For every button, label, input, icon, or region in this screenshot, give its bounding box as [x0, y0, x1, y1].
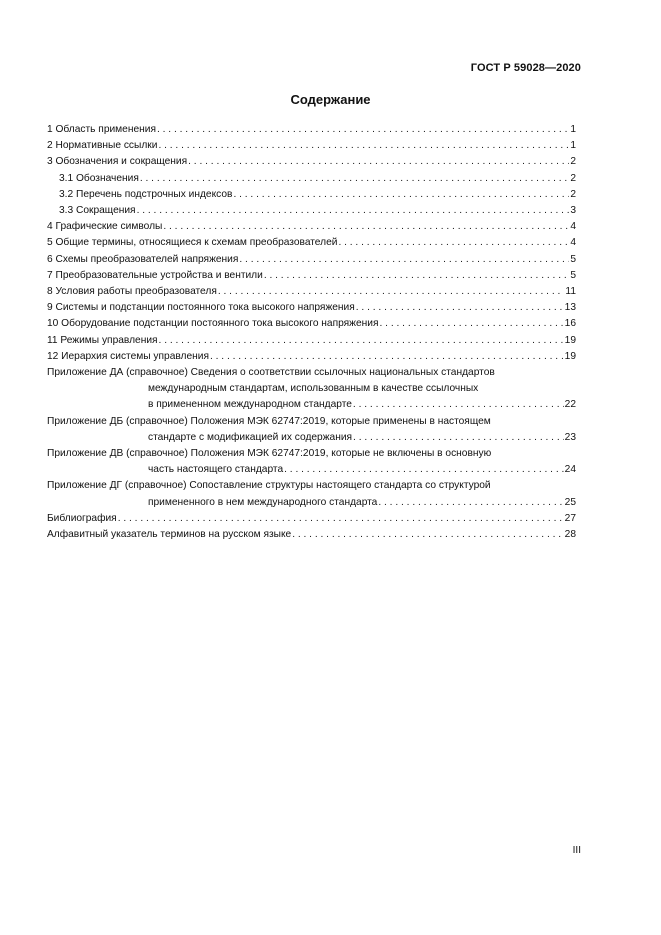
toc-entry-3-1[interactable]: [47, 171, 576, 187]
dot-leader: [353, 397, 564, 413]
toc-page-number: 2: [570, 172, 576, 184]
toc-entry-6[interactable]: [47, 252, 576, 268]
toc-annex-dg[interactable]: [47, 478, 576, 510]
toc-page-number: 2: [570, 156, 576, 168]
toc-alphabetical-index[interactable]: [47, 527, 576, 543]
dot-leader: [158, 138, 569, 154]
toc-entry-text: Алфавитный указатель терминов на русском языке: [47, 529, 292, 541]
toc-entry-3-3[interactable]: [47, 203, 576, 219]
toc-entry-3[interactable]: [47, 154, 576, 170]
toc-entry-text: 6 Схемы преобразователей напряжения: [47, 253, 239, 265]
annex-da-line-2: международным стандартам, использованным в качестве ссылочных: [148, 383, 479, 395]
toc-annex-db[interactable]: [47, 414, 576, 446]
toc-entry-text: 3.3 Сокращения: [59, 205, 136, 217]
dot-leader: [233, 187, 569, 203]
toc-entry-text: 11 Режимы управления: [47, 334, 158, 346]
annex-da-line-1: Приложение ДА (справочное) Сведения о соответствии ссылочных национальных стандартов: [47, 367, 495, 379]
toc-entry-8[interactable]: [47, 284, 576, 300]
dot-leader: [218, 284, 565, 300]
toc-entry-text: 3.1 Обозначения: [59, 172, 139, 184]
toc-annex-da[interactable]: [47, 365, 576, 414]
toc-entry-text: 3.2 Перечень подстрочных индексов: [59, 188, 233, 200]
toc-page-number: 11: [565, 286, 576, 298]
toc-page-number: 4: [570, 221, 576, 233]
dot-leader: [210, 349, 564, 365]
toc-entry-1[interactable]: [47, 122, 576, 138]
toc-page-number: 27: [564, 512, 576, 524]
toc-entry-5[interactable]: [47, 235, 576, 251]
dot-leader: [378, 495, 563, 511]
toc-entry-text: 12 Иерархия системы управления: [47, 350, 209, 362]
toc-entry-text: 10 Оборудование подстанции постоянного тока высокого напряжения: [47, 318, 379, 330]
dot-leader: [338, 235, 569, 251]
toc-page-number: 13: [564, 302, 576, 314]
toc-entry-text: Библиография: [47, 512, 117, 524]
toc-entry-7[interactable]: [47, 268, 576, 284]
toc-entry-text: 1 Область применения: [47, 124, 156, 135]
toc-page-number: 19: [564, 350, 576, 362]
toc-entry-12[interactable]: [47, 349, 576, 365]
toc-page-number: 25: [564, 496, 576, 508]
dot-leader: [239, 252, 569, 268]
toc-page-number: 5: [570, 253, 576, 265]
dot-leader: [264, 268, 570, 284]
table-of-contents: [47, 122, 576, 543]
toc-bibliography[interactable]: [47, 511, 576, 527]
toc-entry-10[interactable]: [47, 316, 576, 332]
toc-page-number: 2: [570, 188, 576, 200]
toc-page-number: 4: [570, 237, 576, 249]
annex-da-line-3: в примененном международном стандарте: [148, 399, 352, 411]
annex-dg-line-2: примененного в нем международного стандарта: [148, 496, 378, 508]
page-number: III: [572, 845, 581, 856]
toc-entry-11[interactable]: [47, 333, 576, 349]
toc-page-number: 5: [570, 269, 576, 281]
dot-leader: [159, 333, 564, 349]
toc-page-number: 1: [570, 140, 576, 152]
dot-leader: [353, 430, 564, 446]
toc-page-number: 24: [564, 464, 576, 476]
toc-page-number: 23: [564, 431, 576, 443]
annex-dv-line-2: часть настоящего стандарта: [148, 464, 284, 476]
annex-db-line-1: Приложение ДБ (справочное) Положения МЭК 62747:2019, которые применены в настоящем: [47, 415, 491, 427]
toc-entry-text: 4 Графические символы: [47, 221, 163, 233]
dot-leader: [163, 219, 569, 235]
dot-leader: [188, 154, 569, 170]
dot-leader: [292, 527, 563, 543]
toc-entry-text: 3 Обозначения и сокращения: [47, 156, 188, 168]
toc-page-number: 22: [564, 399, 576, 411]
toc-page-number: 28: [564, 529, 576, 541]
toc-page-number: 16: [564, 318, 576, 330]
toc-entry-4[interactable]: [47, 219, 576, 235]
toc-entry-text: 2 Нормативные ссылки: [47, 140, 158, 152]
annex-dv-line-1: Приложение ДВ (справочное) Положения МЭК 62747:2019, которые не включены в основную: [47, 448, 492, 460]
toc-entry-text: 8 Условия работы преобразователя: [47, 286, 217, 298]
toc-entry-3-2[interactable]: [47, 187, 576, 203]
toc-entry-9[interactable]: [47, 300, 576, 316]
dot-leader: [140, 171, 569, 187]
annex-dg-line-1: Приложение ДГ (справочное) Сопоставление структуры настоящего стандарта со структурой: [47, 480, 491, 492]
toc-title: Содержание: [290, 92, 371, 107]
toc-entry-text: 9 Системы и подстанции постоянного тока высокого напряжения: [47, 302, 355, 314]
document-number: ГОСТ Р 59028—2020: [470, 62, 581, 74]
toc-entry-2[interactable]: [47, 138, 576, 154]
dot-leader: [137, 203, 570, 219]
dot-leader: [380, 316, 564, 332]
toc-entry-text: 7 Преобразовательные устройства и вентили: [47, 269, 263, 281]
toc-page-number: 19: [564, 334, 576, 346]
dot-leader: [284, 462, 564, 478]
dot-leader: [157, 122, 569, 138]
dot-leader: [118, 511, 564, 527]
toc-page-number: 3: [570, 205, 576, 217]
dot-leader: [356, 300, 564, 316]
annex-db-line-2: стандарте с модификацией их содержания: [148, 431, 353, 443]
toc-annex-dv[interactable]: [47, 446, 576, 478]
toc-page-number: 1: [570, 124, 576, 135]
toc-entry-text: 5 Общие термины, относящиеся к схемам преобразователей: [47, 237, 338, 249]
